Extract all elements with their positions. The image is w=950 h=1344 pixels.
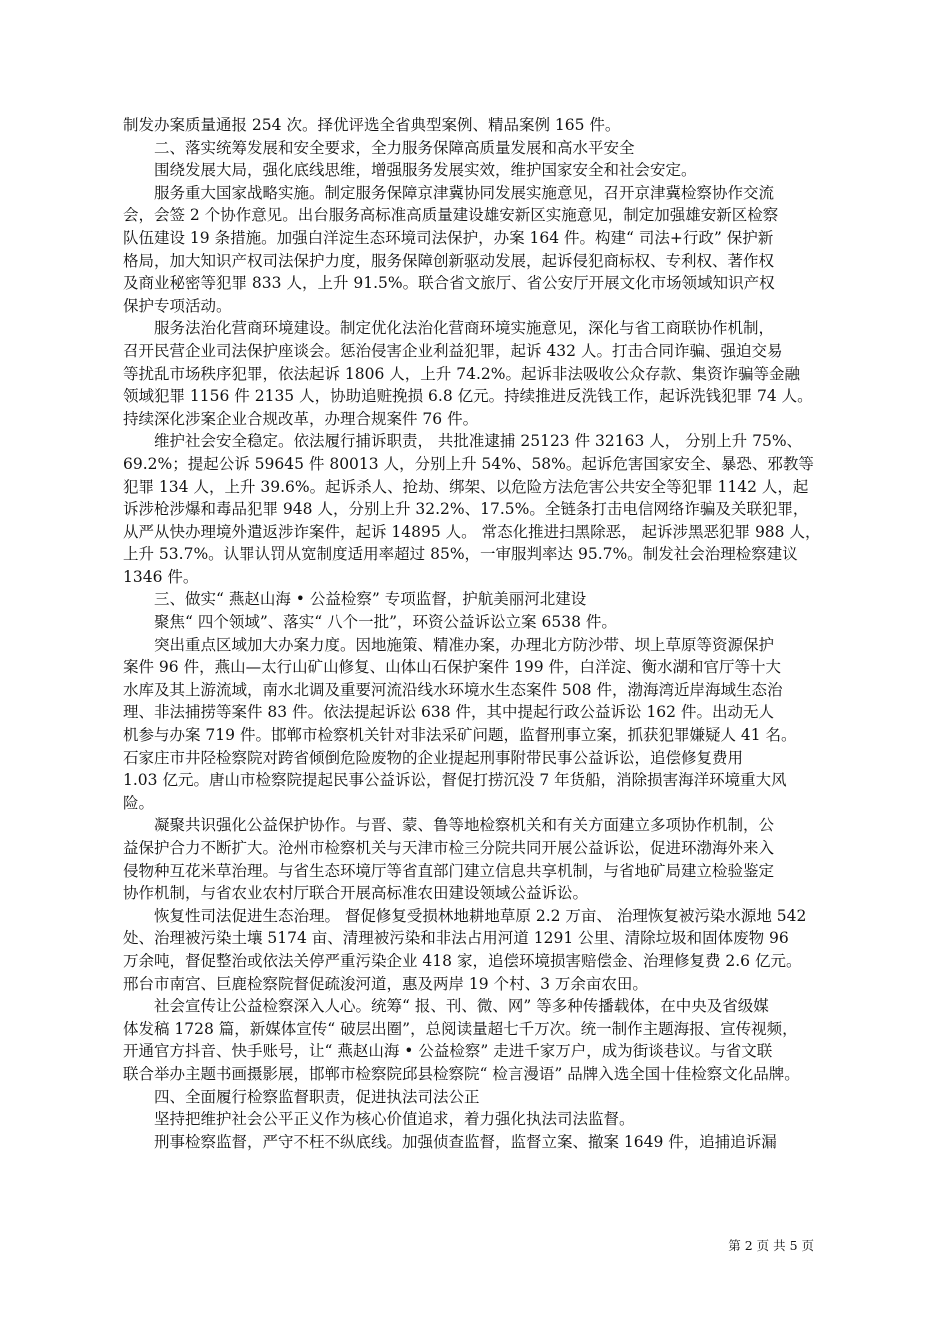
text-line: 益保护合力不断扩大。沧州市检察机关与天津市检三分院共同开展公益诉讼，促进环渤海外来入 [123, 839, 775, 857]
text-line: 服务重大国家战略实施。制定服务保障京津冀协同发展实施意见，召开京津冀检察协作交流 [123, 183, 775, 202]
text-line: 机参与办案 719 件。邯郸市检察机关针对非法采矿问题，监督刑事立案，抓获犯罪嫌疑人 41 名。 [123, 726, 797, 745]
text-line: 万余吨，督促整治或依法关停严重污染企业 418 家，追偿环境损害赔偿金、治理修复费 2.6 亿元。 [123, 951, 802, 970]
text-line: 队伍建设 19 条措施。加强白洋淀生态环境司法保护，办案 164 件。构建“ 司法+行政” 保护新 [123, 228, 774, 247]
text-line: 及商业秘密等犯罪 833 人，上升 91.5%。联合省文旅厅、省公安厅开展文化市场领域知识产权 [123, 274, 775, 293]
text-line: 1.03 亿元。唐山市检察院提起民事公益诉讼，督促打捞沉没 7 年货船，消除损害海洋环境重大风 [123, 771, 787, 790]
text-line: 69.2%；提起公诉 59645 件 80013 人，分别上升 54%、58%。起诉危害国家安全、暴恐、邪教等 [123, 454, 814, 473]
page-footer: 第 2 页 共 5 页 [728, 1238, 814, 1253]
text-line: 诉涉枪涉爆和毒品犯罪 948 人，分别上升 32.2%、17.5%。全链条打击电信网络诈骗及关联犯罪， [123, 500, 809, 519]
text-line: 制发办案质量通报 254 次。择优评选全省典型案例、精品案例 165 件。 [123, 116, 621, 134]
text-line: 上升 53.7%。认罪认罚从宽制度适用率超过 85%，一审服判率达 95.7%。制发社会治理检察建议 [123, 545, 798, 564]
text-line: 聚焦“ 四个领域”、落实“ 八个一批”，环资公益诉讼立案 6538 件。 [123, 613, 617, 632]
text-line: 二、落实统筹发展和安全要求，全力服务保障高质量发展和高水平安全 [123, 138, 635, 157]
text-line: 领域犯罪 1156 件 2135 人，协助追赃挽损 6.8 亿元。持续推进反洗钱工作，起诉洗钱犯罪 74 人。 [123, 387, 813, 406]
text-line: 社会宣传让公益检察深入人心。统筹“ 报、刊、微、网” 等多种传播载体，在中央及省级媒 [123, 997, 769, 1016]
text-line: 刑事检察监督，严守不枉不纵底线。加强侦查监督，监督立案、撤案 1649 件，追捕追诉漏 [123, 1132, 777, 1151]
text-line: 四、全面履行检察监督职责，促进执法司法公正 [123, 1087, 480, 1106]
text-line: 格局，加大知识产权司法保护力度，服务保障创新驱动发展，起诉侵犯商标权、专利权、著作权 [123, 251, 775, 270]
text-line: 维护社会安全稳定。依法履行捕诉职责， 共批准逮捕 25123 件 32163 人， 分别上升 75%、 [123, 432, 803, 451]
text-line: 三、做实“ 燕赵山海 • 公益检察” 专项监督，护航美丽河北建设 [123, 590, 587, 609]
text-line: 恢复性司法促进生态治理。 督促修复受损林地耕地草原 2.2 万亩、 治理恢复被污染水源地 542 [123, 906, 807, 925]
text-line: 险。 [123, 793, 155, 812]
text-line: 水库及其上游流域，南水北调及重要河流沿线水环境水生态案件 508 件，渤海湾近岸海域生态治 [123, 680, 783, 699]
text-line: 体发稿 1728 篇，新媒体宣传“ 破层出圈”，总阅读量超七千万次。统一制作主题海报、宣传视频， [123, 1019, 798, 1038]
text-line: 服务法治化营商环境建设。制定优化法治化营商环境实施意见，深化与省工商联协作机制， [123, 319, 775, 338]
text-line: 围绕发展大局，强化底线思维，增强服务发展实效，维护国家安全和社会安定。 [123, 161, 697, 180]
text-line: 召开民营企业司法保护座谈会。惩治侵害企业利益犯罪，起诉 432 人。打击合同诈骗、强迫交易 [123, 341, 783, 360]
text-line: 突出重点区域加大办案力度。因地施策、精准办案，办理北方防沙带、坝上草原等资源保护 [123, 635, 775, 654]
text-line: 等扰乱市场秩序犯罪，依法起诉 1806 人，上升 74.2%。起诉非法吸收公众存款、集资诈骗等金融 [123, 364, 800, 383]
text-line: 保护专项活动。 [123, 296, 232, 315]
text-line: 1346 件。 [123, 567, 199, 586]
text-line: 侵物种互花米草治理。与省生态环境厅等省直部门建立信息共享机制，与省地矿局建立检验鉴定 [123, 861, 775, 880]
text-line: 协作机制，与省农业农村厅联合开展高标准农田建设领域公益诉讼。 [123, 884, 589, 903]
text-line: 坚持把维护社会公平正义作为核心价值追求，着力强化执法司法监督。 [123, 1110, 635, 1129]
text-line: 开通官方抖音、快手账号，让“ 燕赵山海 • 公益检察” 走进千家万户，成为街谈巷议。与省文联 [123, 1042, 773, 1061]
text-line: 持续深化涉案企业合规改革，办理合规案件 76 件。 [123, 409, 479, 428]
text-line: 邢台市南宫、巨鹿检察院督促疏浚河道，惠及两岸 19 个村、3 万余亩农田。 [123, 974, 648, 993]
text-line: 凝聚共识强化公益保护协作。与晋、蒙、鲁等地检察机关和有关方面建立多项协作机制，公 [123, 816, 775, 835]
text-line: 联合举办主题书画摄影展，邯郸市检察院邱县检察院“ 检言漫语” 品牌入选全国十佳检察文化品牌。 [123, 1064, 800, 1083]
text-line: 石家庄市井陉检察院对跨省倾倒危险废物的企业提起刑事附带民事公益诉讼，追偿修复费用 [123, 748, 744, 767]
text-line: 处、治理被污染土壤 5174 亩、清理被污染和非法占用河道 1291 公里、清除垃圾和固体废物 96 [123, 929, 789, 948]
text-line: 从严从快办理境外遣返涉诈案件，起诉 14895 人。 常态化推进扫黑除恶， 起诉涉黑恶犯罪 988 人， [123, 522, 821, 541]
text-line: 会，会签 2 个协作意见。出台服务高标准高质量建设雄安新区实施意见，制定加强雄安新区检察 [123, 206, 779, 225]
text-line: 犯罪 134 人，上升 39.6%。起诉杀人、抢劫、绑架、以危险方法危害公共安全等犯罪 1142 人，起 [123, 477, 809, 496]
document-body [123, 114, 833, 1153]
text-line: 理、非法捕捞等案件 83 件。依法提起诉讼 638 件，其中提起行政公益诉讼 162 件。出动无人 [123, 703, 774, 722]
text-line: 案件 96 件，燕山—太行山矿山修复、山体山石保护案件 199 件，白洋淀、衡水湖和官厅等十大 [123, 658, 782, 677]
